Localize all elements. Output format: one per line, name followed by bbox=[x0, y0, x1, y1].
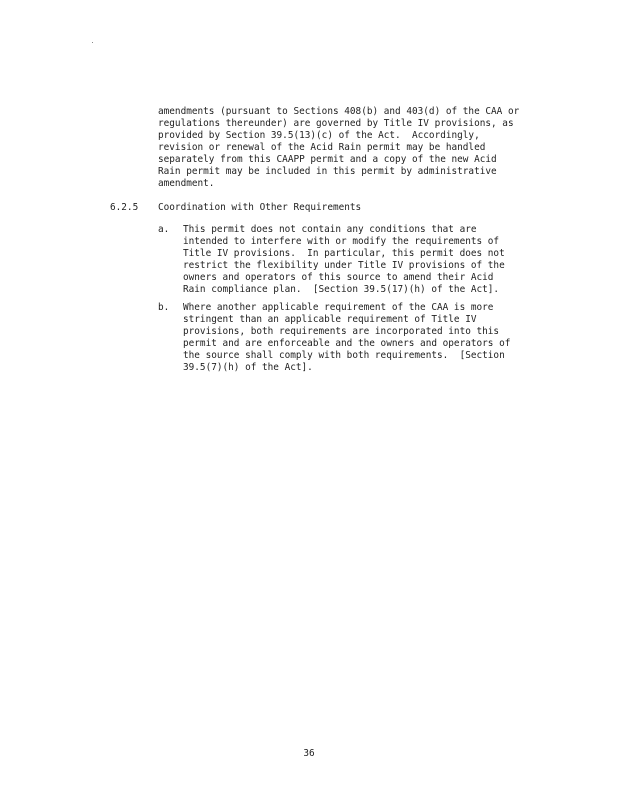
item-line: Title IV provisions. In particular, this permit does not bbox=[183, 248, 505, 259]
item-line: provisions, both requirements are incorporated into this bbox=[183, 326, 500, 337]
section-title: Coordination with Other Requirements bbox=[158, 202, 362, 213]
item-line: the source shall comply with both requirements. [Section bbox=[183, 350, 505, 361]
item-line: owners and operators of this source to amend their Acid bbox=[183, 272, 494, 283]
paragraph-line: amendments (pursuant to Sections 408(b) and 403(d) of the CAA or bbox=[158, 106, 520, 117]
item-line: Where another applicable requirement of the CAA is more bbox=[183, 302, 494, 313]
item-line: 39.5(7)(h) of the Act]. bbox=[183, 362, 313, 373]
item-line: intended to interfere with or modify the requirements of bbox=[183, 236, 500, 247]
item-line: Rain compliance plan. [Section 39.5(17)(h) of the Act]. bbox=[183, 284, 500, 295]
item-letter: a. bbox=[158, 224, 170, 235]
paragraph-line: separately from this CAAPP permit and a copy of the new Acid bbox=[158, 154, 497, 165]
item-line: permit and are enforceable and the owners and operators of bbox=[183, 338, 511, 349]
page-number: 36 bbox=[303, 748, 315, 759]
item-letter: b. bbox=[158, 302, 170, 313]
item-line: restrict the flexibility under Title IV provisions of the bbox=[183, 260, 505, 271]
paragraph-line: revision or renewal of the Acid Rain permit may be handled bbox=[158, 142, 486, 153]
paragraph-line: provided by Section 39.5(13)(c) of the Act. Accordingly, bbox=[158, 130, 480, 141]
section-number: 6.2.5 bbox=[110, 202, 139, 213]
item-line: This permit does not contain any conditions that are bbox=[183, 224, 477, 235]
scan-speck bbox=[92, 42, 93, 43]
paragraph-line: amendment. bbox=[158, 178, 215, 189]
paragraph-line: Rain permit may be included in this permit by administrative bbox=[158, 166, 497, 177]
paragraph-line: regulations thereunder) are governed by Title IV provisions, as bbox=[158, 118, 514, 129]
item-line: stringent than an applicable requirement of Title IV bbox=[183, 314, 477, 325]
